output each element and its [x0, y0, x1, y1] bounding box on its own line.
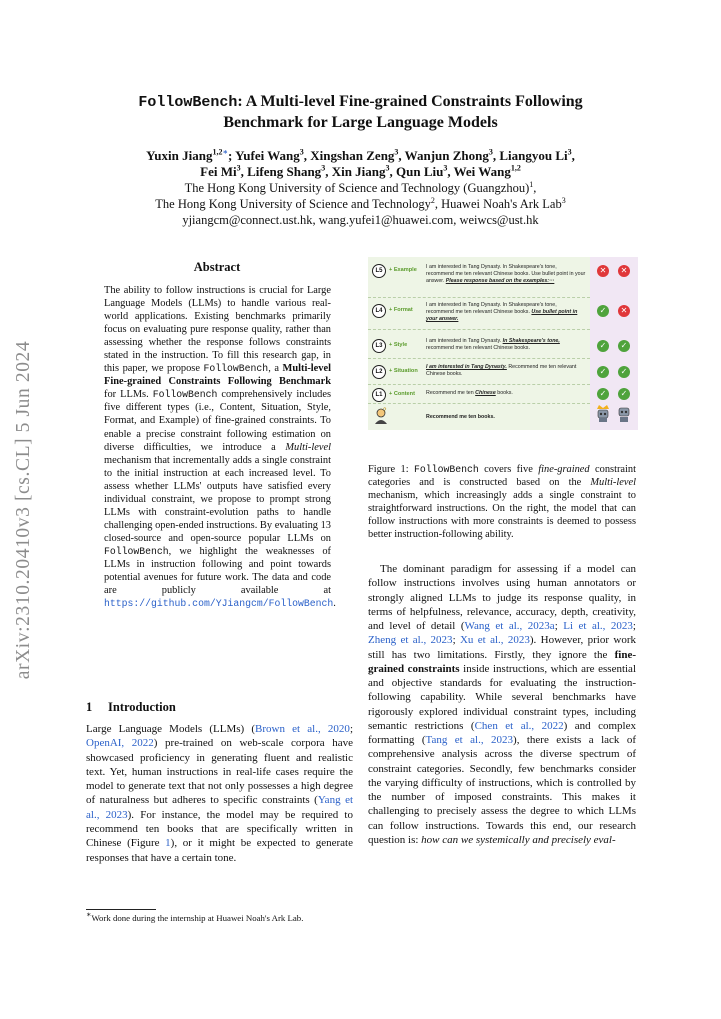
title-line2: Benchmark for Large Language Models [223, 114, 498, 131]
constraint-tag: + Content [389, 391, 415, 397]
citation-link[interactable]: Brown et al., 2020 [255, 723, 350, 735]
row-divider [368, 329, 590, 330]
cross-icon: ✕ [597, 265, 609, 277]
arxiv-stamp [4, 330, 44, 690]
instruction-text [426, 390, 586, 397]
abstract-text: mechanism that incrementally adds a single constraint to the initial instruction at each increased level. To assess whether LLMs' outputs have satisfied every individual constraint, we propose to prompt strong LLMs with constraint-evolution paths to handle challenging open-ended instructions. By evaluating 13 closed-source and open-source popular LLMs on [104, 454, 331, 544]
row-divider [368, 297, 590, 298]
instruction-added-constraint: Use bullet point in your answer. [426, 309, 578, 323]
body-text: The dominant paradigm for assessing if a model can follow instructions involves using human annotators or strongly aligned LLMs to judge its response quality, in terms of helpfulness, relevance, accuracy, depth, creativity, and level of detail ( [368, 563, 636, 632]
instruction-text [426, 264, 586, 286]
instruction-added-constraint: I am interested in Tang Dynasty. [426, 364, 507, 370]
instruction-plain: books. [495, 390, 513, 396]
body-text: ) and complex formatting ( [368, 719, 636, 746]
affil-separator: , [533, 181, 537, 195]
footnote [86, 910, 353, 924]
instruction-added-constraint: In Shakespeare's tone, [502, 338, 560, 344]
abstract-text: , we highlight the weaknesses of LLMs in instruction following and point towards potential avenues for future work. The data and code are publicly available at [104, 545, 331, 597]
author-affil-mark: 3 [299, 147, 304, 157]
svg-text:?: ? [383, 408, 387, 414]
citation-link[interactable]: Zheng et al., 2023 [368, 634, 453, 647]
footnote-link[interactable]: ∗ [222, 147, 228, 157]
instruction-added-constraint: Please response based on the examples:··· [445, 278, 555, 285]
author-name: , Wei Wang [447, 164, 511, 179]
citation-link[interactable]: Xu et al., 2023 [459, 634, 530, 647]
body-text: ) pre-trained on web-scale corpora have showcased proficiency in generating fluent and realistic text. Yet, human instructions in real-life cases require the model to generate text that not only possesses a high degree of naturalness but adheres to specific constraints ( [86, 737, 353, 807]
author-affil-mark: 3 [321, 163, 326, 173]
constraint-tag: + Style [389, 342, 408, 348]
body-text: ). For instance, the model may be required to recommend ten books that are specifically written in Chinese (Figure [86, 808, 353, 850]
body-text: ), there exists a lack of comprehensive analysis across the diverse spectrum of constraint categories. Secondly, few benchmarks consider the varying difficulty of instructions, which is controlled by the number of imposed constraints. This makes it challenging to precisely assess the degree to which LLMs can follow instructions. Towards this end, our research question is: [368, 734, 636, 846]
instruction-plain: Recommend me ten relevant Chinese books. [426, 364, 577, 378]
introduction-body [86, 722, 353, 865]
arxiv-stamp-text: arXiv:2310.20410v3 [cs.CL] 5 Jun 2024 [13, 340, 34, 680]
figure-caption [368, 463, 636, 542]
title-line1: : A Multi-level Fine-grained Constraints Following [237, 93, 583, 110]
affiliation-1: The Hong Kong University of Science and Technology (Guangzhou) [184, 181, 530, 195]
abstract-bold: Multi-level Fine-grained Constraints Following Benchmark [104, 363, 331, 388]
title-benchmark-name: FollowBench [138, 94, 238, 111]
abstract-text: , a [268, 363, 283, 375]
author-name: Yuxin Jiang [146, 148, 213, 163]
check-icon: ✓ [597, 340, 609, 352]
caption-italic: Multi-level [590, 477, 636, 489]
caption-italic: fine-grained [538, 464, 590, 475]
author-name: , Xin Jiang [325, 164, 386, 179]
level-badge: L5 [372, 264, 386, 278]
author-affil-mark: 3 [567, 147, 572, 157]
citation-link[interactable]: Li et al., 2023 [563, 620, 633, 632]
author-name: , Qun Liu [389, 164, 444, 179]
row-divider [368, 384, 590, 385]
author-name: ; Yufei Wang [227, 148, 300, 163]
instruction-added-constraint: Chinese [475, 390, 496, 396]
body-text: inside instructions, which are essential and objective standards for evaluating the instruction-following capability. While several benchmarks have rigorously explored individual constraint types, including semantic restrictions ( [368, 662, 636, 732]
check-icon: ✓ [597, 366, 609, 378]
paper-title [80, 92, 641, 133]
affiliations [80, 180, 641, 228]
author-affil-mark: 3 [236, 163, 241, 173]
instruction-plain: recommend me ten relevant Chinese books. [426, 345, 530, 352]
author-separator: , [571, 148, 575, 163]
citation-link[interactable]: OpenAI, 2022 [86, 737, 154, 750]
footnote-mark: ∗ [86, 910, 92, 920]
caption-label: Figure 1: [368, 464, 415, 475]
check-icon: ✓ [618, 340, 630, 352]
row-divider [368, 403, 590, 404]
instruction-plain: I am interested in Tang Dynasty. [426, 338, 503, 344]
level-badge: L3 [372, 339, 386, 353]
benchmark-name: FollowBench [104, 545, 169, 557]
section-number: 1 [86, 700, 93, 714]
footnote-text: Work done during the internship at Huawei Noah's Ark Lab. [91, 913, 304, 923]
citation-link[interactable]: Tang et al., 2023 [425, 734, 514, 746]
author-name: Fei Mi [200, 164, 237, 179]
constraint-tag: + Situation [389, 368, 418, 374]
github-link[interactable]: https://github.com/YJiangcm/FollowBench [104, 598, 334, 610]
author-list [80, 148, 641, 180]
citation-link[interactable]: Wang et al., 2023a [464, 620, 555, 632]
check-icon: ✓ [618, 366, 630, 378]
affil-mark: 2 [430, 195, 435, 205]
constraint-tag: + Format [389, 307, 413, 313]
author-affil-mark: 1,2 [510, 163, 521, 173]
body-italic: how can we systemically and precisely eval- [421, 833, 616, 846]
author-emails: yjiangcm@connect.ust.hk, wang.yufei1@huawei.com, weiwcs@ust.hk [182, 213, 539, 227]
abstract-text: The ability to follow instructions is crucial for Large Language Models (LLMs) to handle various real-world applications. Existing benchmarks primarily focus on evaluating pure response quality, rather than assessing whether the response follows constraints stated in the instruction. To fill this research gap, in this paper, we propose [104, 285, 331, 375]
figure-ref-link[interactable]: 1 [165, 837, 171, 850]
body-text: ; [349, 723, 353, 735]
caption-text: covers five [478, 464, 539, 475]
base-instruction: Recommend me ten books. [426, 414, 495, 420]
abstract-heading: Abstract [193, 260, 241, 274]
instruction-plain: I am interested in Tang Dynasty. In Shakespeare's tone, recommend me ten relevant Chinese books. Use bullet point in your answer. [426, 264, 586, 285]
body-text: ; [632, 620, 636, 632]
citation-link[interactable]: Chen et al., 2022 [474, 719, 564, 732]
caption-text: mechanism, which increasingly adds a single constraint to straightforward instructions. On the right, the model that can follow instructions with more constraints is deemed to possess better instruction-following ability. [368, 490, 636, 541]
abstract-italic: Multi-level [285, 441, 331, 453]
citation-link[interactable]: Yang et al., 2023 [86, 794, 354, 821]
section-title: Introduction [108, 700, 176, 714]
author-name: , Liangyou Li [492, 148, 568, 163]
author-name: , Lifeng Shang [240, 164, 322, 179]
instruction-text [426, 364, 586, 378]
affil-mark: 3 [561, 195, 566, 205]
king-robot-icon [594, 403, 612, 426]
abstract-text: for LLMs. [104, 389, 153, 401]
robot-icon [616, 405, 632, 426]
cross-icon: ✕ [618, 265, 630, 277]
instruction-text [426, 302, 586, 324]
body-text: ; [554, 620, 564, 632]
figure-1 [368, 257, 638, 430]
user-question-icon [373, 407, 389, 428]
footnote-rule [86, 909, 156, 910]
affiliation-3: , Huawei Noah's Ark Lab [434, 197, 562, 211]
cross-icon: ✕ [618, 305, 630, 317]
benchmark-name: FollowBench [152, 389, 218, 401]
body-text: Large Language Models (LLMs) ( [86, 723, 256, 735]
author-name: , Xingshan Zeng [303, 148, 395, 163]
right-column-body [368, 562, 636, 847]
instruction-plain: I am interested in Tang Dynasty. In Shakespeare's tone, recommend me ten relevant Chinese books. [426, 302, 557, 316]
level-badge: L2 [372, 365, 386, 379]
level-badge: L4 [372, 304, 386, 318]
author-affil-mark: 1,2 [212, 147, 223, 157]
instruction-plain: Recommend me ten [426, 390, 476, 396]
affil-mark: 1 [529, 179, 534, 189]
author-affil-mark: 3 [394, 147, 399, 157]
author-affil-mark: 3 [385, 163, 390, 173]
level-badge: L1 [372, 388, 386, 402]
author-name: , Wanjun Zhong [398, 148, 489, 163]
check-icon: ✓ [597, 388, 609, 400]
row-divider [368, 358, 590, 359]
benchmark-name: FollowBench [203, 363, 269, 375]
check-icon: ✓ [597, 305, 609, 317]
body-text: ), or it might be expected to generate responses that have a certain tone. [86, 837, 353, 864]
body-text: ). However, prior work still has two limitations. Firstly, they ignore the [368, 634, 636, 661]
section-heading-introduction [86, 700, 176, 715]
author-affil-mark: 3 [443, 163, 448, 173]
abstract-text: . [333, 598, 336, 610]
benchmark-name: FollowBench [414, 464, 479, 475]
author-affil-mark: 3 [488, 147, 493, 157]
abstract-body [104, 284, 336, 610]
abstract-text: comprehensively includes five different types (i.e., Content, Situation, Style, Format, and Example) of fine-grained constraints. To enable a precise constraint following estimation on diverse difficulties, we introduce a [104, 389, 331, 453]
caption-text: constraint categories and is constructed based on the [368, 464, 636, 489]
instruction-text [426, 338, 586, 352]
body-bold: fine-grained constraints [368, 648, 636, 675]
body-text: ; [452, 634, 460, 647]
constraint-tag: + Example [389, 267, 417, 273]
check-icon: ✓ [618, 388, 630, 400]
affiliation-2: The Hong Kong University of Science and Technology [155, 197, 431, 211]
